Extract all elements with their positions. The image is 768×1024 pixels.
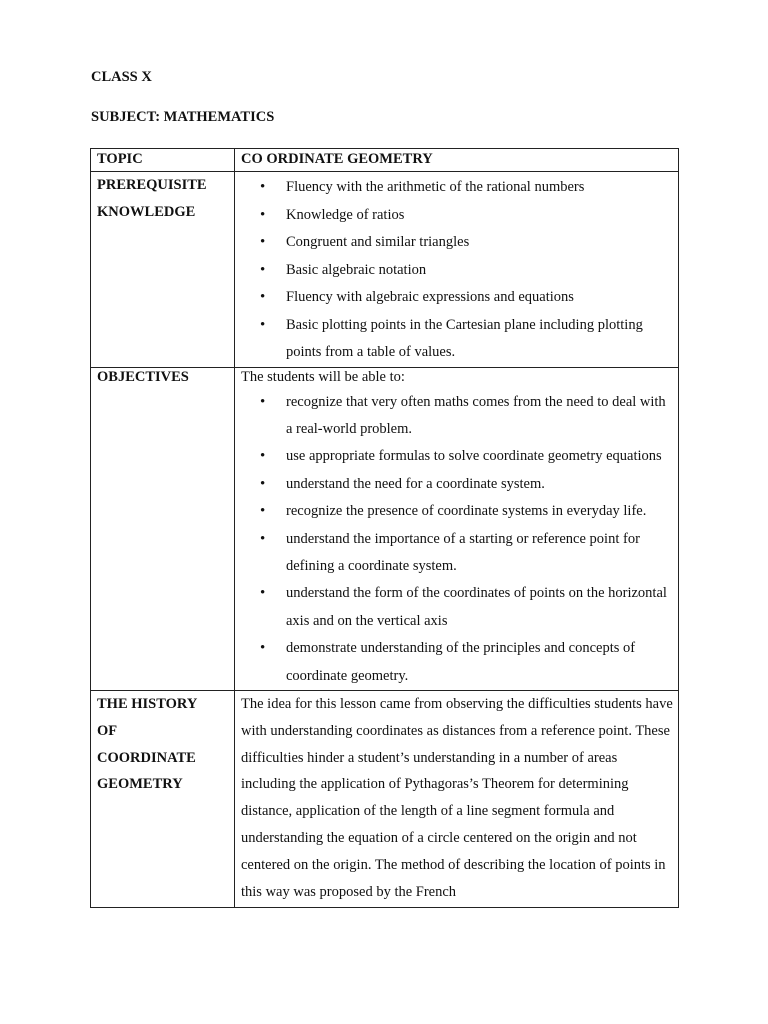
list-item: • recognize the presence of coordinate systems in everyday life. <box>241 498 674 525</box>
list-item: • use appropriate formulas to solve coordinate geometry equations <box>241 443 674 470</box>
lesson-plan-table <box>90 148 679 908</box>
objectives-label-cell <box>91 367 235 690</box>
history-label-line1: THE HISTORY <box>97 695 198 712</box>
table-row-history <box>91 690 679 907</box>
list-item: • understand the importance of a starting or reference point for defining a coordinate system. <box>241 526 674 581</box>
list-item: • Fluency with algebraic expressions and equations <box>241 284 674 312</box>
prerequisite-label-line2: KNOWLEDGE <box>97 203 196 220</box>
objectives-list <box>241 386 674 690</box>
list-item: • Congruent and similar triangles <box>241 229 674 257</box>
topic-label: TOPIC <box>97 151 143 167</box>
history-label-line2: OF <box>97 722 118 739</box>
list-item: • Basic plotting points in the Cartesian plane including plotting points from a table of values. <box>241 312 674 367</box>
prerequisite-content-cell <box>235 172 679 368</box>
history-label-line4: GEOMETRY <box>97 776 183 793</box>
topic-value-cell <box>235 149 679 172</box>
table-row-topic <box>91 149 679 172</box>
list-item: • Fluency with the arithmetic of the rational numbers <box>241 174 674 202</box>
history-label-cell <box>91 690 235 907</box>
history-content-cell <box>235 690 679 907</box>
objectives-content-cell <box>235 367 679 690</box>
class-heading: CLASS X <box>91 69 152 85</box>
history-paragraph: The idea for this lesson came from observing the difficulties students have with understanding coordinates as distances from a reference point. These difficulties hinder a student’s understanding in a number of areas including the application of Pythagoras’s Theorem for determining distance, application of the length of a line segment formula and understanding the equation of a circle centered on the origin and not centered on the origin. The method of describing the location of points in this way was proposed by the French <box>241 695 673 900</box>
subject-heading: SUBJECT: MATHEMATICS <box>91 109 275 125</box>
objectives-label: OBJECTIVES <box>97 368 189 385</box>
prerequisite-list <box>241 172 674 367</box>
prerequisite-label-line1: PREREQUISITE <box>97 177 207 193</box>
table-row-prerequisite <box>91 172 679 368</box>
prerequisite-label-cell <box>91 172 235 368</box>
list-item: • Knowledge of ratios <box>241 202 674 230</box>
objectives-intro: The students will be able to: <box>241 368 405 385</box>
table-row-objectives <box>91 367 679 690</box>
history-label-line3: COORDINATE <box>97 749 196 766</box>
list-item: • recognize that very often maths comes from the need to deal with a real-world problem. <box>241 389 674 444</box>
topic-label-cell <box>91 149 235 172</box>
list-item: • demonstrate understanding of the principles and concepts of coordinate geometry. <box>241 635 674 690</box>
list-item: • understand the form of the coordinates of points on the horizontal axis and on the vertical axis <box>241 580 674 635</box>
list-item: • understand the need for a coordinate system. <box>241 471 674 498</box>
list-item: • Basic algebraic notation <box>241 257 674 285</box>
topic-value: CO ORDINATE GEOMETRY <box>241 151 433 167</box>
